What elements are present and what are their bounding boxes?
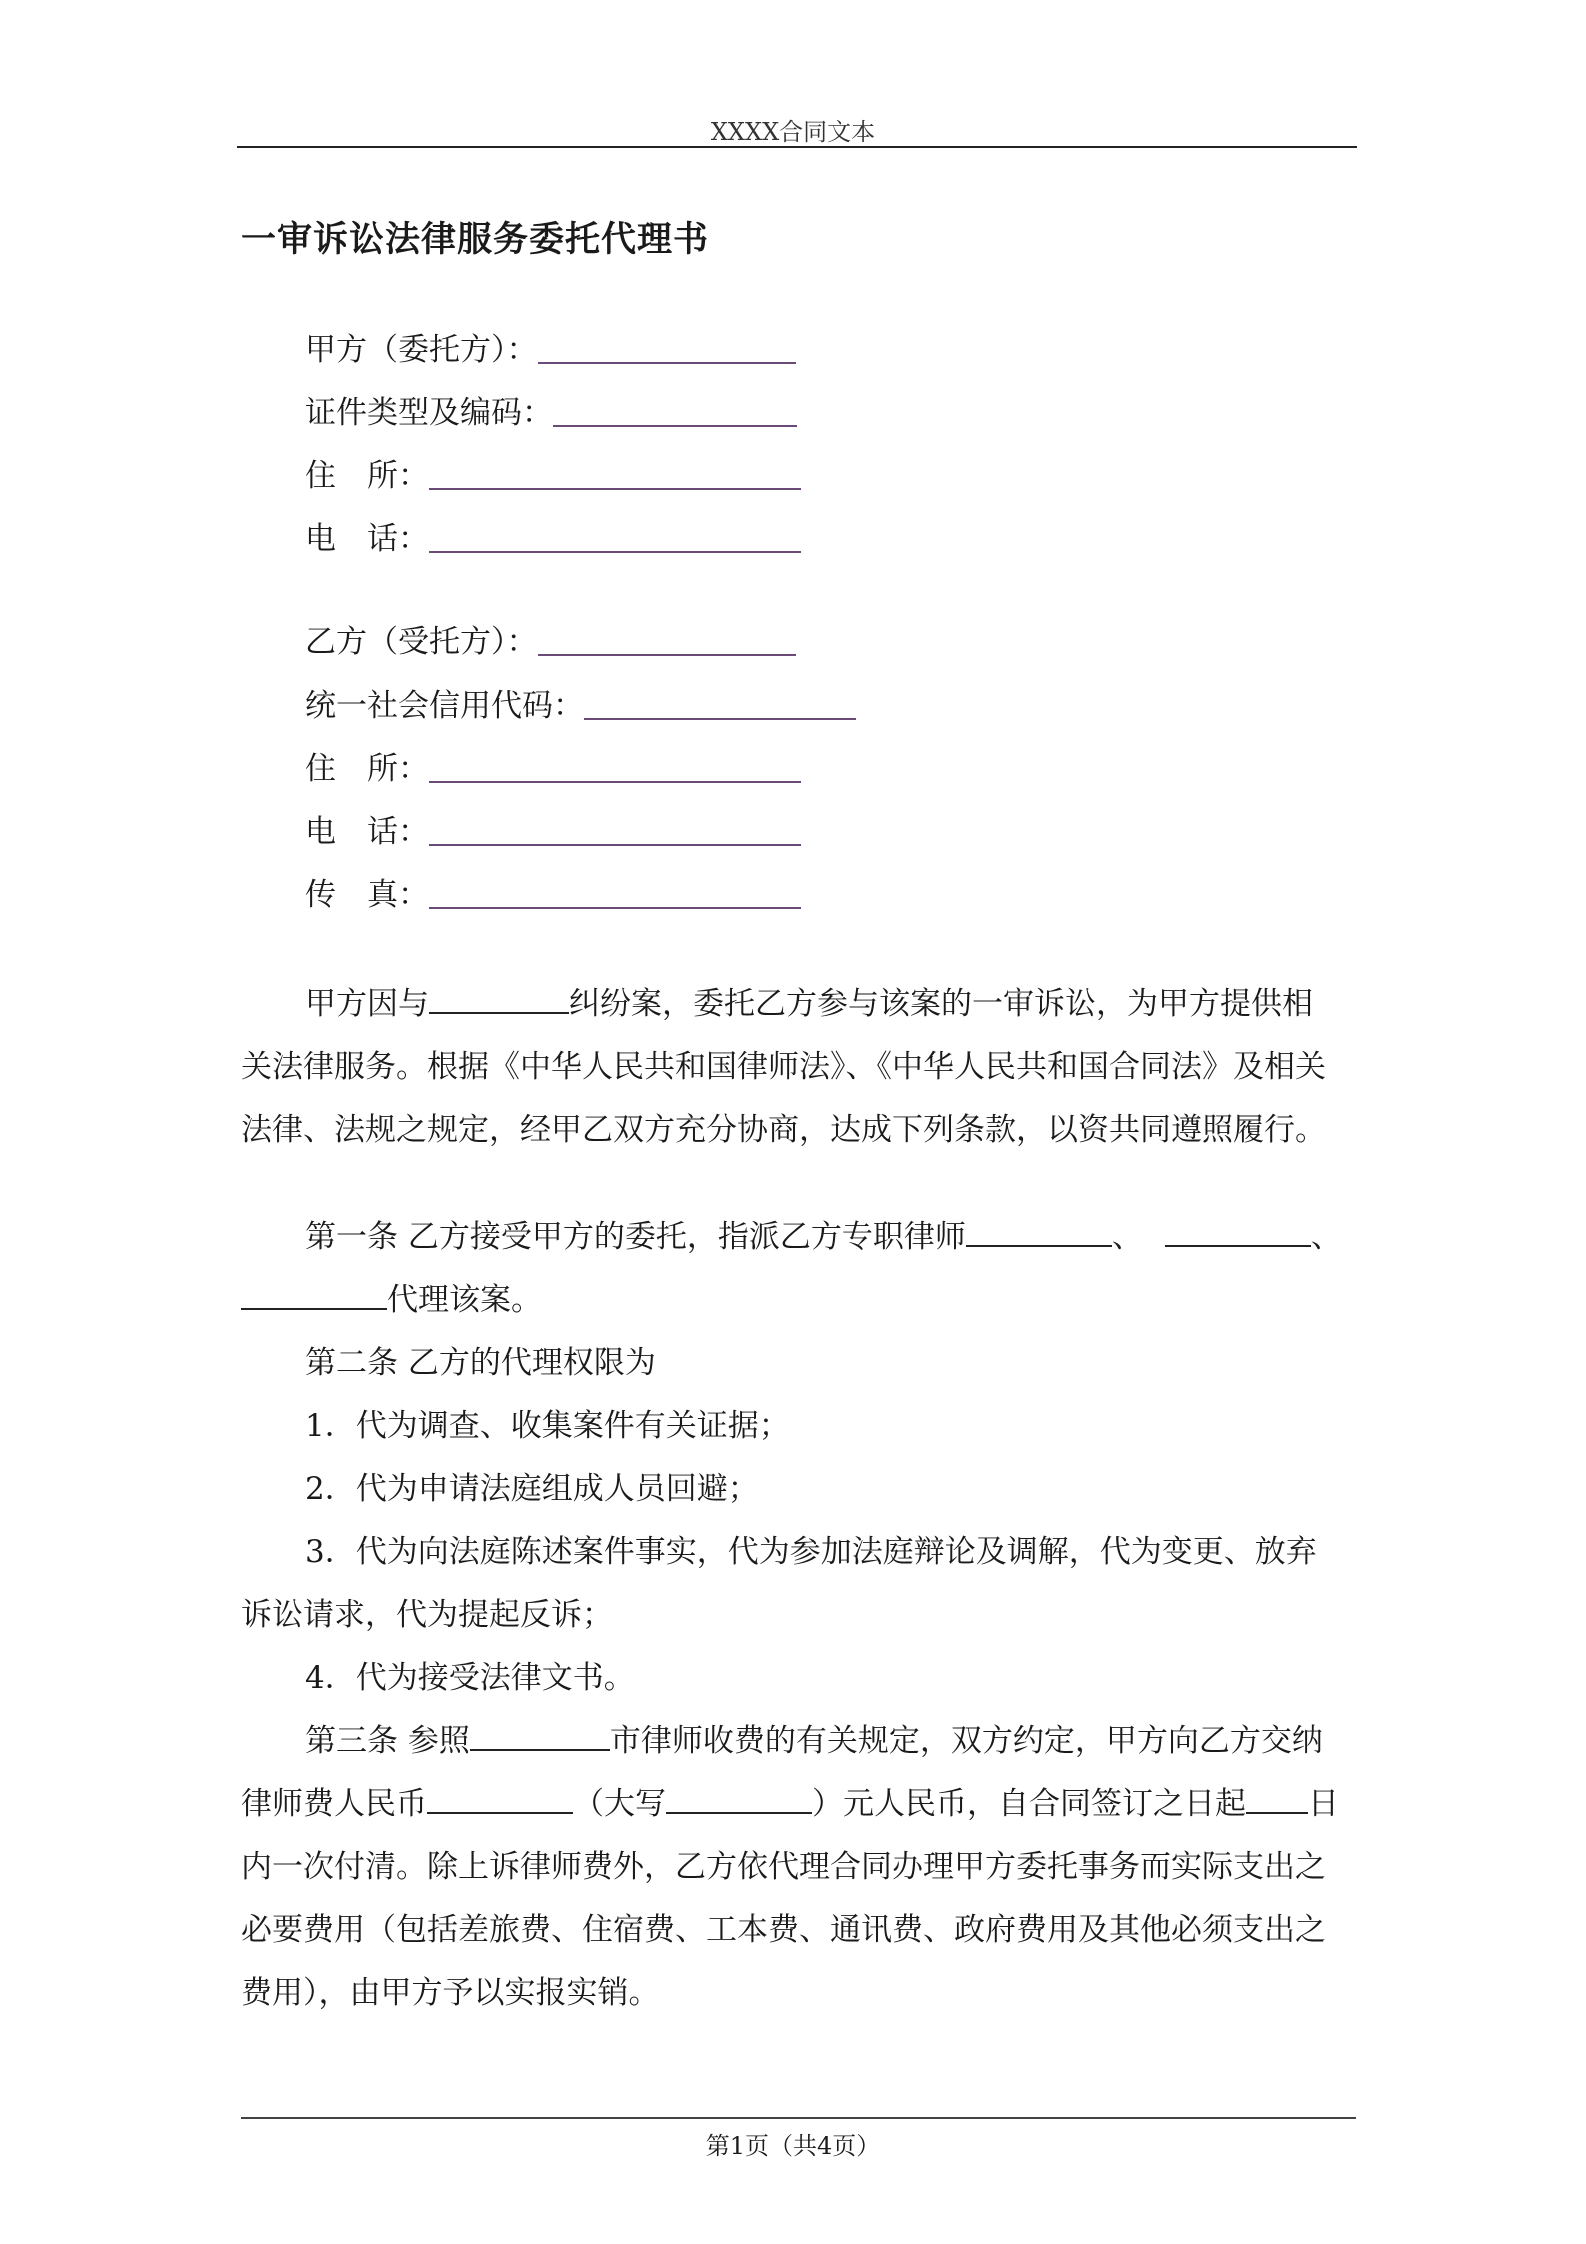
party-b-fax-blank[interactable] [429,907,801,909]
article-3-line-1 [305,1715,1323,1760]
article-2-item-cont: 诉讼请求，代为提起反诉； [241,1597,613,1633]
header-divider [237,146,1357,148]
article-1-sep-2: 、 [1310,1219,1342,1255]
article-2-item: 1．代为调查、收集案件有关证据； [305,1408,790,1444]
footer-divider [241,2117,1356,2119]
page-footer: 第1页（共4页） [705,2132,881,2160]
intro-line-3: 法律、法规之规定，经甲乙双方充分协商，达成下列条款，以资共同遵照履行。 [241,1112,1326,1148]
article-3-text-d: （大写 [573,1786,666,1822]
party-b-phone-label: 电 话： [305,814,429,850]
lawyer-1-blank[interactable] [966,1217,1112,1247]
party-a-id-label: 证件类型及编码： [305,395,553,431]
party-a-phone-field [305,519,801,559]
city-blank[interactable] [470,1721,610,1751]
party-a-name-label: 甲方（委托方）： [305,332,538,368]
article-2-item: 3．代为向法庭陈述案件事实，代为参加法庭辩论及调解，代为变更、放弃 [305,1534,1317,1570]
page-header: XXXX合同文本 [710,118,876,146]
fee-amount-blank[interactable] [427,1784,573,1814]
party-a-name-field [305,330,796,370]
article-1-line-1 [305,1211,1342,1256]
article-3-line-5: 费用），由甲方予以实报实销。 [241,1975,660,2011]
intro-line-2: 关法律服务。根据《中华人民共和国律师法》、《中华人民共和国合同法》及相关 [241,1049,1326,1085]
article-3-text-c: 律师费人民币 [241,1786,427,1822]
article-2-item: 2．代为申请法庭组成人员回避； [305,1471,759,1507]
intro-text-a: 甲方因与 [305,986,429,1022]
intro-text-b: 纠纷案，委托乙方参与该案的一审诉讼，为甲方提供相 [569,986,1313,1022]
party-a-phone-label: 电 话： [305,521,429,557]
article-3-text-f: 日 [1308,1786,1339,1822]
party-b-address-field [305,749,801,789]
document-title: 一审诉讼法律服务委托代理书 [241,219,710,260]
article-1-text: 第一条 乙方接受甲方的委托，指派乙方专职律师 [305,1219,966,1255]
intro-line-1 [305,978,1313,1023]
party-a-address-blank[interactable] [429,488,801,490]
party-b-name-field [305,622,796,662]
party-b-address-label: 住 所： [305,751,429,787]
dispute-party-blank[interactable] [429,984,569,1014]
party-b-credit-field [305,686,856,726]
party-a-address-label: 住 所： [305,458,429,494]
party-a-phone-blank[interactable] [429,551,801,553]
party-b-fax-label: 传 真： [305,877,429,913]
article-3-text-e: ）元人民币，自合同签订之日起 [812,1786,1246,1822]
article-3-text-a: 第三条 参照 [305,1723,470,1759]
article-2-heading: 第二条 乙方的代理权限为 [305,1345,656,1381]
party-a-id-blank[interactable] [553,425,797,427]
article-3-line-2 [241,1778,1339,1823]
party-a-id-field [305,393,797,433]
party-b-credit-blank[interactable] [584,718,856,720]
party-b-name-label: 乙方（受托方）： [305,624,538,660]
party-b-address-blank[interactable] [429,781,801,783]
lawyer-2-blank[interactable] [1165,1217,1311,1247]
fee-capital-blank[interactable] [666,1784,812,1814]
party-b-name-blank[interactable] [538,654,796,656]
party-a-address-field [305,456,801,496]
party-b-phone-blank[interactable] [429,844,801,846]
party-a-name-blank[interactable] [538,362,796,364]
article-1-line-2 [241,1274,542,1319]
party-b-credit-label: 统一社会信用代码： [305,688,584,724]
article-1-sep-1: 、 [1111,1219,1143,1255]
party-b-phone-field [305,812,801,852]
article-3-text-b: 市律师收费的有关规定，双方约定，甲方向乙方交纳 [609,1723,1323,1759]
lawyer-3-blank[interactable] [241,1280,387,1310]
article-3-line-3: 内一次付清。除上诉律师费外，乙方依代理合同办理甲方委托事务而实际支出之 [241,1849,1326,1885]
article-3-line-4: 必要费用（包括差旅费、住宿费、工本费、通讯费、政府费用及其他必须支出之 [241,1912,1326,1948]
article-1-text-2: 代理该案。 [387,1282,542,1318]
article-2-item: 4．代为接受法律文书。 [305,1660,635,1696]
party-b-fax-field [305,875,801,915]
days-blank[interactable] [1246,1784,1308,1814]
